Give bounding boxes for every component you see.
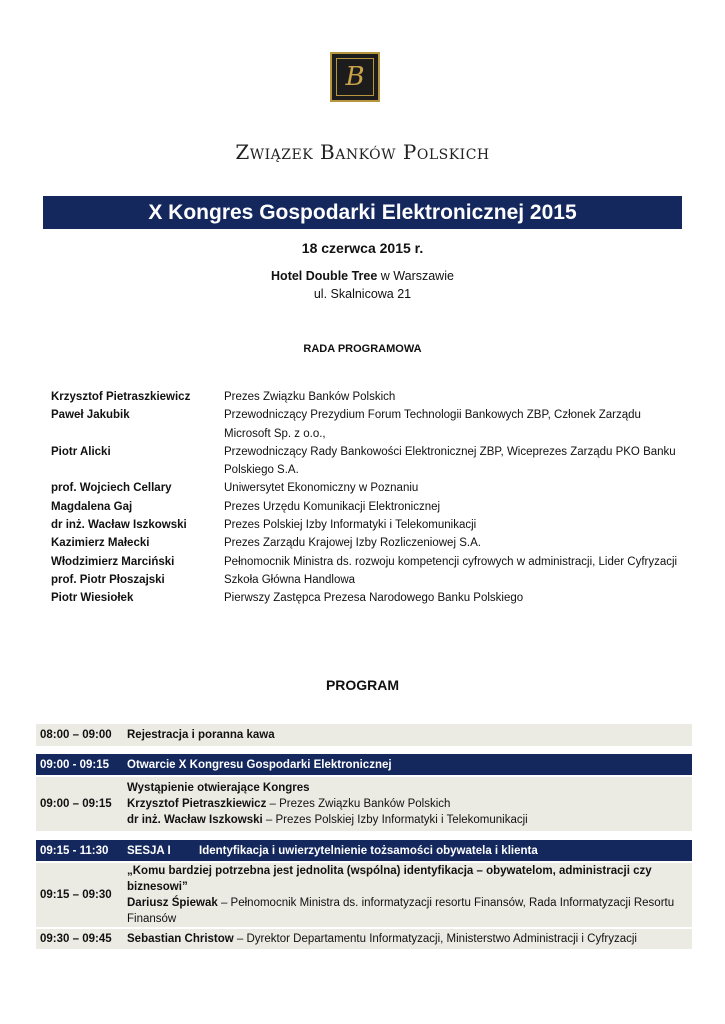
member-role: Przewodniczący Prezydium Forum Technologii Bankowych ZBP, Członek Zarządu Microsoft Sp. z o.o., xyxy=(224,409,641,440)
schedule-row-talk-1 xyxy=(36,863,692,927)
council-member xyxy=(51,406,681,443)
session-code: SESJA I xyxy=(127,844,171,857)
member-name: Kazimierz Małecki xyxy=(51,537,150,550)
talk-title: „Komu bardziej potrzebna jest jednolita (wspólna) identyfikacja – obywatelom, administracji czy biznesowi” xyxy=(127,865,652,893)
row-time: 09:00 - 09:15 xyxy=(40,758,110,771)
schedule-row-talk-2 xyxy=(36,929,692,949)
speaker-name: Dariusz Śpiewak xyxy=(127,897,218,909)
speaker-role: – Dyrektor Departamentu Informatyzacji, Ministerstwo Administracji i Cyfryzacji xyxy=(233,933,637,945)
council-member xyxy=(51,388,681,406)
row-text xyxy=(127,843,692,859)
event-date: 18 czerwca 2015 r. xyxy=(301,240,424,256)
council-member xyxy=(51,516,681,534)
row-text xyxy=(127,931,692,947)
council-heading: RADA PROGRAMOWA xyxy=(303,343,422,355)
schedule-row-opening xyxy=(36,777,692,831)
council-member xyxy=(51,479,681,497)
speaker-role: – Prezes Związku Banków Polskich xyxy=(266,798,451,810)
council-member xyxy=(51,443,681,480)
council-member xyxy=(51,571,681,589)
zbp-logo xyxy=(330,52,380,102)
member-role: Prezes Związku Banków Polskich xyxy=(224,391,396,403)
venue-city: w Warszawie xyxy=(377,269,454,283)
row-text xyxy=(127,863,692,927)
member-role: Prezes Urzędu Komunikacji Elektronicznej xyxy=(224,500,441,513)
speaker-name: dr inż. Wacław Iszkowski xyxy=(127,814,263,826)
member-name: Paweł Jakubik xyxy=(51,409,130,422)
council-member xyxy=(51,553,681,571)
program-heading: PROGRAM xyxy=(325,677,400,693)
speaker-role: – Pełnomocnik Ministra ds. informatyzacji resortu Finansów, Rada Informatyzacji Resortu Finansów xyxy=(127,897,675,925)
member-role: Uniwersytet Ekonomiczny w Poznaniu xyxy=(224,482,419,495)
schedule-row-registration xyxy=(36,724,692,746)
row-time: 09:15 – 09:30 xyxy=(40,889,112,901)
row-text xyxy=(127,780,692,828)
row-text: Otwarcie X Kongresu Gospodarki Elektronicznej xyxy=(127,758,392,771)
venue-address: ul. Skalnicowa 21 xyxy=(313,287,412,301)
organization-name: Związek Banków Polskich xyxy=(235,140,490,164)
speaker-name: Sebastian Christow xyxy=(127,933,234,945)
member-role: Pełnomocnik Ministra ds. rozwoju kompetencji cyfrowych w administracji, Lider Cyfryzacji xyxy=(224,555,678,568)
schedule-header-session-1 xyxy=(36,840,692,861)
schedule-header-opening xyxy=(36,754,692,775)
row-time: 09:00 – 09:15 xyxy=(40,798,112,810)
member-name: dr inż. Wacław Iszkowski xyxy=(51,519,187,532)
member-name: Krzysztof Pietraszkiewicz xyxy=(51,391,191,403)
council-member xyxy=(51,498,681,516)
member-name: Piotr Alicki xyxy=(51,445,111,458)
logo-letter: B xyxy=(336,58,374,96)
member-name: Magdalena Gaj xyxy=(51,500,133,513)
member-name: prof. Wojciech Cellary xyxy=(51,482,172,495)
member-name: prof. Piotr Płoszajski xyxy=(51,573,165,586)
member-name: Włodzimierz Marciński xyxy=(51,555,175,568)
council-member xyxy=(51,589,681,607)
member-role: Prezes Zarządu Krajowej Izby Rozliczeniowej S.A. xyxy=(224,537,481,550)
opening-title: Wystąpienie otwierające Kongres xyxy=(127,782,310,794)
member-role: Pierwszy Zastępca Prezesa Narodowego Banku Polskiego xyxy=(224,592,524,605)
venue xyxy=(0,267,725,303)
member-role: Przewodniczący Rady Bankowości Elektronicznej ZBP, Wiceprezes Zarządu PKO Banku Polskiego S.A. xyxy=(224,445,676,477)
council-member xyxy=(51,534,681,552)
row-time: 08:00 – 09:00 xyxy=(40,729,112,741)
member-role: Szkoła Główna Handlowa xyxy=(224,573,356,586)
session-title: Identyfikacja i uwierzytelnienie tożsamości obywatela i klienta xyxy=(199,844,538,857)
council-list xyxy=(51,388,681,608)
row-time: 09:15 - 11:30 xyxy=(40,844,109,857)
speaker-name: Krzysztof Pietraszkiewicz xyxy=(127,798,267,810)
speaker-role: – Prezes Polskiej Izby Informatyki i Telekomunikacji xyxy=(262,814,528,826)
row-time: 09:30 – 09:45 xyxy=(40,933,112,945)
congress-title: X Kongres Gospodarki Elektronicznej 2015 xyxy=(43,196,682,229)
row-text: Rejestracja i poranna kawa xyxy=(127,729,275,741)
member-name: Piotr Wiesiołek xyxy=(51,592,134,605)
venue-hotel: Hotel Double Tree xyxy=(271,269,378,283)
member-role: Prezes Polskiej Izby Informatyki i Telekomunikacji xyxy=(224,519,477,532)
